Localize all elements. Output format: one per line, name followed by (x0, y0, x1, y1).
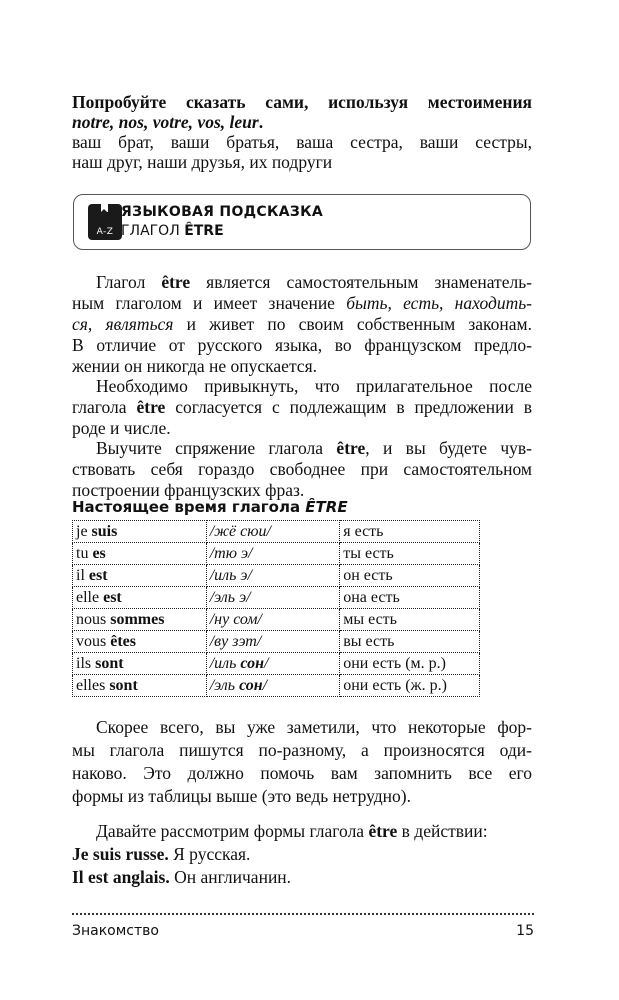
footer-divider (72, 913, 534, 915)
pronunciation-cell: /тю э/ (206, 543, 340, 565)
paragraph4-line-2: мы глагола пишутся по-разному, а произносятся оди- (72, 740, 532, 760)
exercise-line-2: наш друг, наши друзья, их подруги (72, 152, 333, 172)
table-row (73, 565, 480, 587)
exercise-line-1: ваш брат, ваши братья, ваша сестра, ваши сестры, (72, 132, 532, 152)
pronunciation-cell: /эль э/ (206, 587, 340, 609)
hint-subtitle: ГЛАГОЛ ÊTRE (121, 223, 224, 239)
translation-cell: они есть (м. р.) (340, 653, 480, 675)
paragraph1-line-3: ся, являться и живет по своим собственным законам. (72, 314, 532, 334)
translation-cell: она есть (340, 587, 480, 609)
exercise-pronouns: notre, nos, votre, vos, leur. (72, 112, 264, 132)
pronoun-cell: il est (73, 565, 207, 587)
paragraph4-line-1: Скорее всего, вы уже заметили, что некоторые фор- (96, 717, 532, 737)
pronoun-cell: elle est (73, 587, 207, 609)
conjugation-table (72, 520, 480, 697)
table-title: Настоящее время глагола ÊTRE (72, 498, 348, 516)
example-2: Il est anglais. Он англичанин. (72, 867, 292, 887)
examples-intro: Давайте рассмотрим формы глагола être в действии: (96, 821, 488, 841)
table-row (73, 609, 480, 631)
pronunciation-cell: /иль сон/ (206, 653, 340, 675)
hint-title: ЯЗЫКОВАЯ ПОДСКАЗКА (121, 204, 324, 220)
translation-cell: вы есть (340, 631, 480, 653)
table-row (73, 543, 480, 565)
paragraph1-line-2: ным глаголом и имеет значение быть, есть, находить- (72, 293, 532, 313)
pronunciation-cell: /иль э/ (206, 565, 340, 587)
paragraph4-line-4: формы из таблицы выше (это ведь нетрудно). (72, 786, 411, 806)
pronoun-cell: ils sont (73, 653, 207, 675)
translation-cell: ты есть (340, 543, 480, 565)
paragraph2-line-3: роде и числе. (72, 418, 171, 438)
paragraph4-line-3: наково. Это должно помочь вам запомнить все его (72, 763, 532, 783)
paragraph2-line-2: глагола être согласуется с подлежащим в предложении в (72, 397, 532, 417)
pronunciation-cell: /ну сом/ (206, 609, 340, 631)
pronunciation-cell: /ву зэт/ (206, 631, 340, 653)
table-row (73, 675, 480, 697)
footer-section-name: Знакомство (72, 923, 159, 939)
translation-cell: мы есть (340, 609, 480, 631)
table-row (73, 521, 480, 543)
table-row (73, 653, 480, 675)
dictionary-icon-label: A-Z (96, 227, 114, 237)
paragraph2-line-1: Необходимо привыкнуть, что прилагательное после (96, 376, 532, 396)
pronoun-cell: vous êtes (73, 631, 207, 653)
example-1: Je suis russe. Я русская. (72, 844, 251, 864)
page-number: 15 (516, 923, 534, 939)
paragraph3-line-1: Выучите спряжение глагола être, и вы будете чув- (96, 438, 532, 458)
table-row (73, 587, 480, 609)
paragraph1-line-5: жении он никогда не опускается. (72, 356, 317, 376)
pronoun-cell: elles sont (73, 675, 207, 697)
translation-cell: я есть (340, 521, 480, 543)
paragraph3-line-3: построении французских фраз. (72, 480, 305, 500)
paragraph1-line-4: В отличие от русского языка, во французском предло- (72, 335, 532, 355)
dictionary-book-icon (88, 204, 122, 240)
pronunciation-cell: /жё сюи/ (206, 521, 340, 543)
table-row (73, 631, 480, 653)
pronunciation-cell: /эль сон/ (206, 675, 340, 697)
language-hint-box (73, 194, 531, 250)
paragraph1-line-1: Глагол être является самостоятельным знаменатель- (96, 272, 532, 292)
pronoun-cell: nous sommes (73, 609, 207, 631)
exercise-instruction: Попробуйте сказать сами, используя местоимения (72, 92, 532, 112)
pronoun-cell: tu es (73, 543, 207, 565)
paragraph3-line-2: ствовать себя гораздо свободнее при самостоятельном (72, 459, 532, 479)
pronoun-cell: je suis (73, 521, 207, 543)
translation-cell: они есть (ж. р.) (340, 675, 480, 697)
translation-cell: он есть (340, 565, 480, 587)
